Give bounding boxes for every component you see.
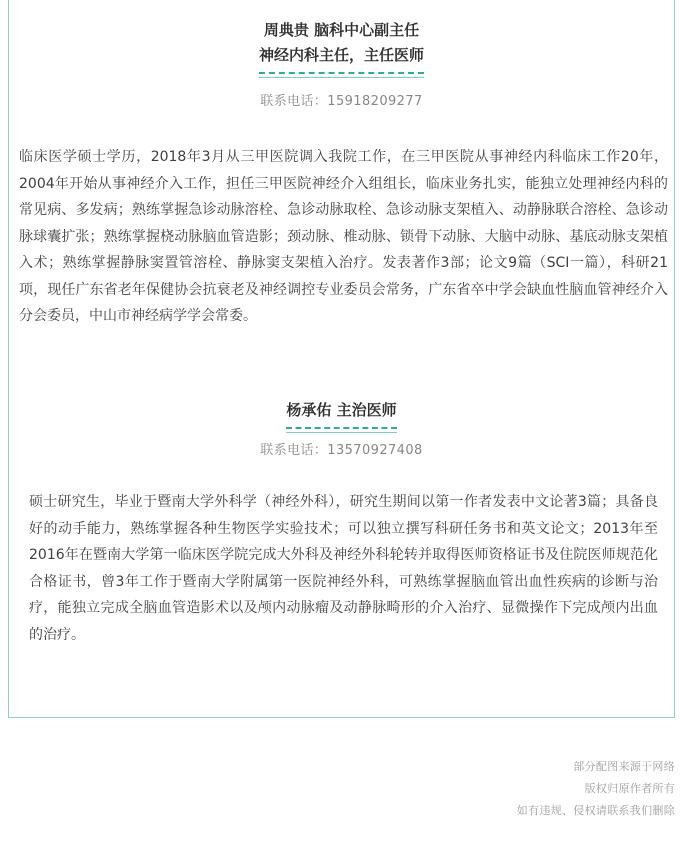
doctor1-title-block xyxy=(9,18,674,75)
footer-image-source: 部分配图来源于网络 xyxy=(573,760,675,773)
copyright-notice xyxy=(517,756,675,822)
doctor1-bio: 临床医学硕士学历，2018年3月从三甲医院调入我院工作，在三甲医院从事神经内科临床工作20年，2004年开始从事神经介入工作，担任三甲医院神经介入组组长，临床业务扎实，能独立处理神经内科的常见病、多发病；熟练掌握急诊动脉溶栓、急诊动脉取栓、急诊动脉支架植入、动静脉联合溶栓、急诊动脉球囊扩张；熟练掌握桡动脉脑血管造影；颈动脉、椎动脉、锁骨下动脉、大脑中动脉、基底动脉支架植入术；熟练掌握静脉窦置管溶栓、静脉窦支架植入治疗。发表著作3部；论文9篇（SCI一篇），科研21项，现任广东省老年保健协会抗衰老及神经调控专业委员会常务，广东省卒中学会缺血性脑血管神经介入分会委员，中山市神经病学学会常委。 xyxy=(19,149,668,324)
doctor-profile-card xyxy=(8,0,675,718)
doctor1-name-title: 周典贵 脑科中心副主任 xyxy=(263,21,420,39)
doctor2-title-block xyxy=(9,398,674,430)
footer-copyright: 版权归原作者所有 xyxy=(584,782,675,795)
footer-takedown: 如有违规、侵权请联系我们删除 xyxy=(516,804,675,817)
doctor2-bio: 硕士研究生，毕业于暨南大学外科学（神经外科），研究生期间以第一作者发表中文论著3篇；具备良好的动手能力，熟练掌握各种生物医学实验技术；可以独立撰写科研任务书和英文论文；2013年至2016年在暨南大学第一临床医学院完成大外科及神经外科轮转并取得医师资格证书及住院医师规范化合格证书，曾3年工作于暨南大学附属第一医院神经外科，可熟练掌握脑血管出血性疾病的诊断与治疗，能独立完成全脑血管造影术以及颅内动脉瘤及动静脉畸形的介入治疗、显微操作下完成颅内出血的治疗。 xyxy=(29,494,658,643)
doctor2-phone: 联系电话：13570927408 xyxy=(260,443,423,458)
doctor2-name-title: 杨承佑 主治医师 xyxy=(286,398,396,430)
doctor1-phone: 联系电话：15918209277 xyxy=(260,94,423,109)
doctor1-position-title: 神经内科主任，主任医师 xyxy=(259,43,424,75)
